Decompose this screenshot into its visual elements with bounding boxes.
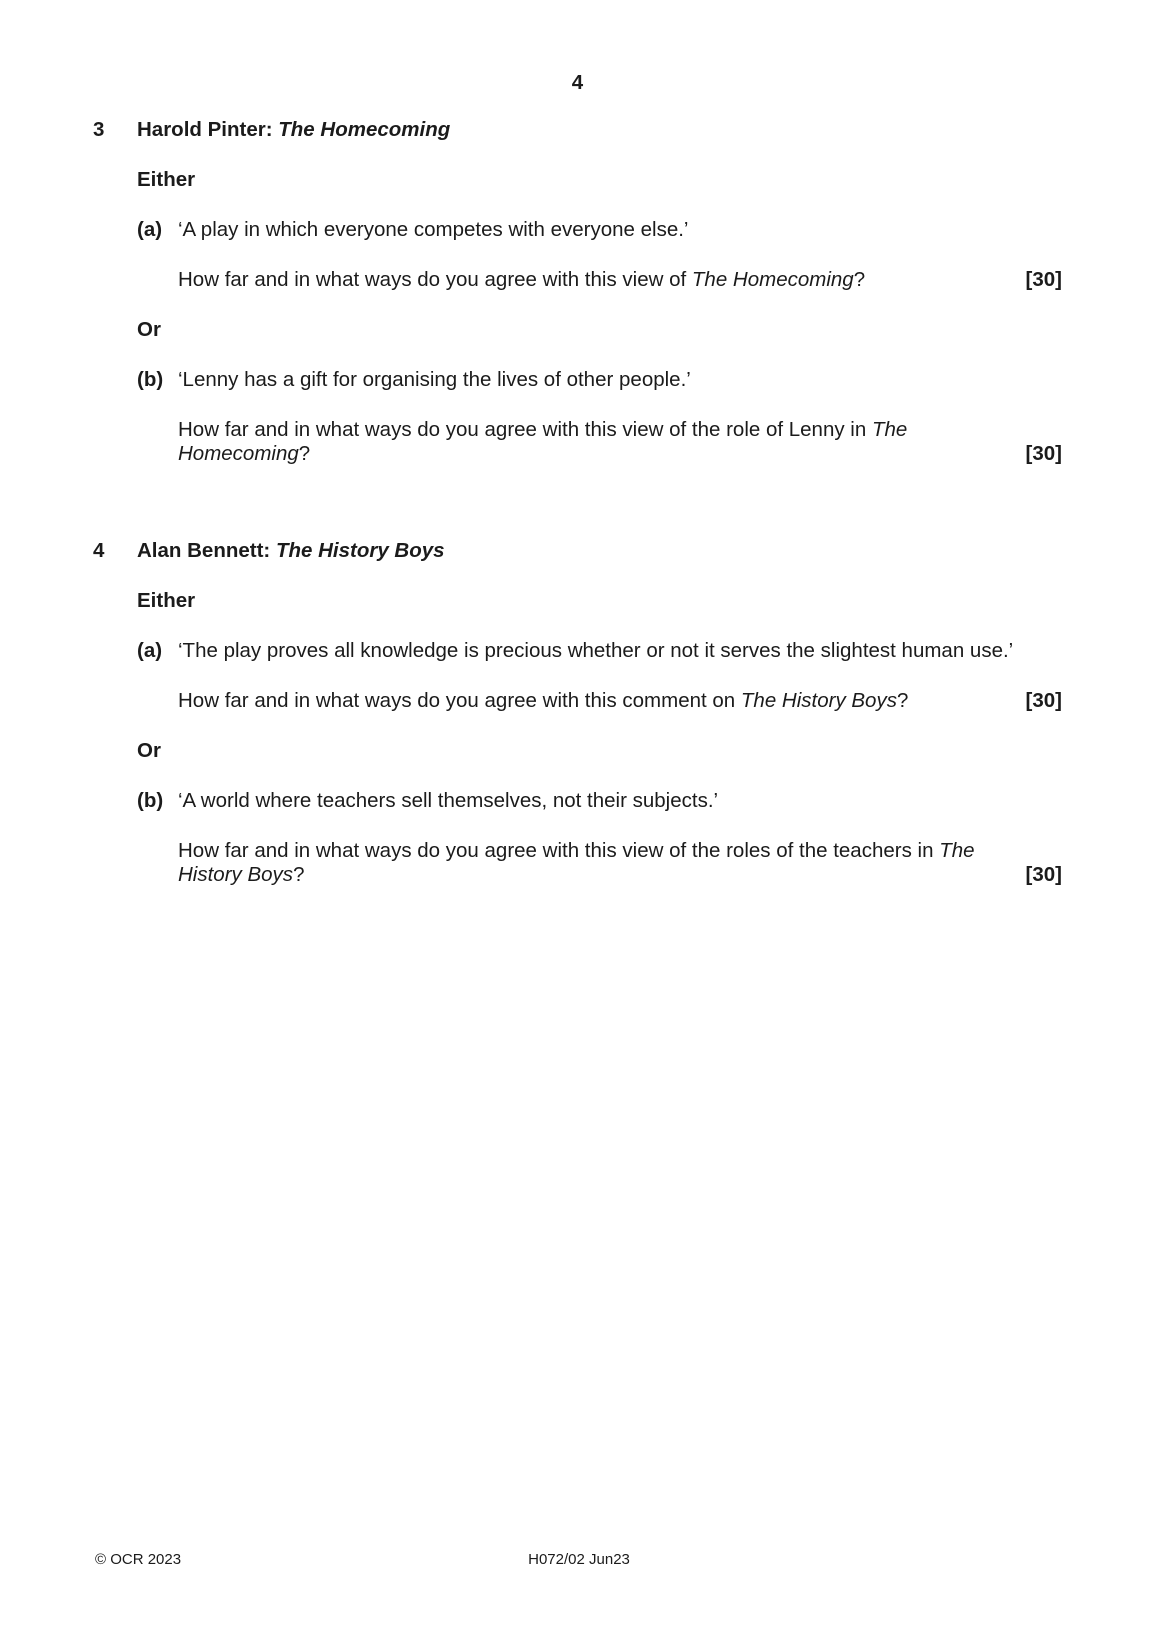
option-b-marks: [30] [1025, 863, 1062, 886]
option-a-quote: ‘A play in which everyone competes with everyone else.’ [178, 218, 689, 241]
option-a-quote: ‘The play proves all knowledge is precious whether or not it serves the slightest human use.’ [178, 639, 1014, 662]
question-3-author: Harold Pinter: [137, 118, 279, 141]
question-4-or-label: Or [137, 739, 161, 762]
option-b-label: (b) [137, 789, 164, 812]
question-3-number: 3 [93, 118, 105, 141]
option-b-quote: ‘Lenny has a gift for organising the lives of other people.’ [178, 368, 691, 391]
question-3-option-b-prompt-row [178, 418, 1062, 466]
option-a-label: (a) [137, 218, 163, 241]
question-3-option-a [137, 218, 1062, 242]
page-number: 4 [571, 71, 584, 94]
question-4-author: Alan Bennett: [137, 539, 276, 562]
option-a-prompt: How far and in what ways do you agree with this view of The Homecoming? [178, 268, 866, 291]
question-4-option-b-prompt-row [178, 839, 1062, 887]
question-4-either-label: Either [137, 589, 196, 612]
question-3-either-label: Either [137, 168, 196, 191]
question-3-title [137, 118, 450, 142]
question-3-work-title: The Homecoming [278, 118, 451, 141]
question-3-heading [93, 118, 1062, 142]
copyright-notice: © OCR 2023 [95, 1551, 182, 1568]
question-4-heading [93, 539, 1062, 563]
page-content [93, 71, 1062, 887]
question-4-title [137, 539, 445, 563]
question-3-or-label: Or [137, 318, 161, 341]
question-3-option-a-prompt-row [178, 268, 1062, 292]
question-4 [93, 539, 1062, 887]
question-4-work-title: The History Boys [275, 539, 445, 562]
option-a-marks: [30] [1025, 268, 1062, 291]
option-b-prompt: How far and in what ways do you agree with this view of the role of Lenny in The Homecoming? [178, 418, 908, 465]
option-b-label: (b) [137, 368, 164, 391]
document-code: H072/02 Jun23 [528, 1551, 630, 1568]
option-a-marks: [30] [1025, 689, 1062, 712]
question-3 [93, 118, 1062, 466]
question-4-option-b [137, 789, 1062, 813]
option-b-marks: [30] [1025, 442, 1062, 465]
question-4-option-a-prompt-row [178, 689, 1062, 713]
option-a-prompt: How far and in what ways do you agree with this comment on The History Boys? [178, 689, 909, 712]
question-4-number: 4 [93, 539, 105, 562]
option-b-quote: ‘A world where teachers sell themselves, not their subjects.’ [178, 789, 719, 812]
option-b-prompt: How far and in what ways do you agree with this view of the roles of the teachers in The History Boys? [178, 839, 975, 886]
option-a-label: (a) [137, 639, 163, 662]
question-3-option-b [137, 368, 1062, 392]
question-4-option-a [137, 639, 1062, 663]
